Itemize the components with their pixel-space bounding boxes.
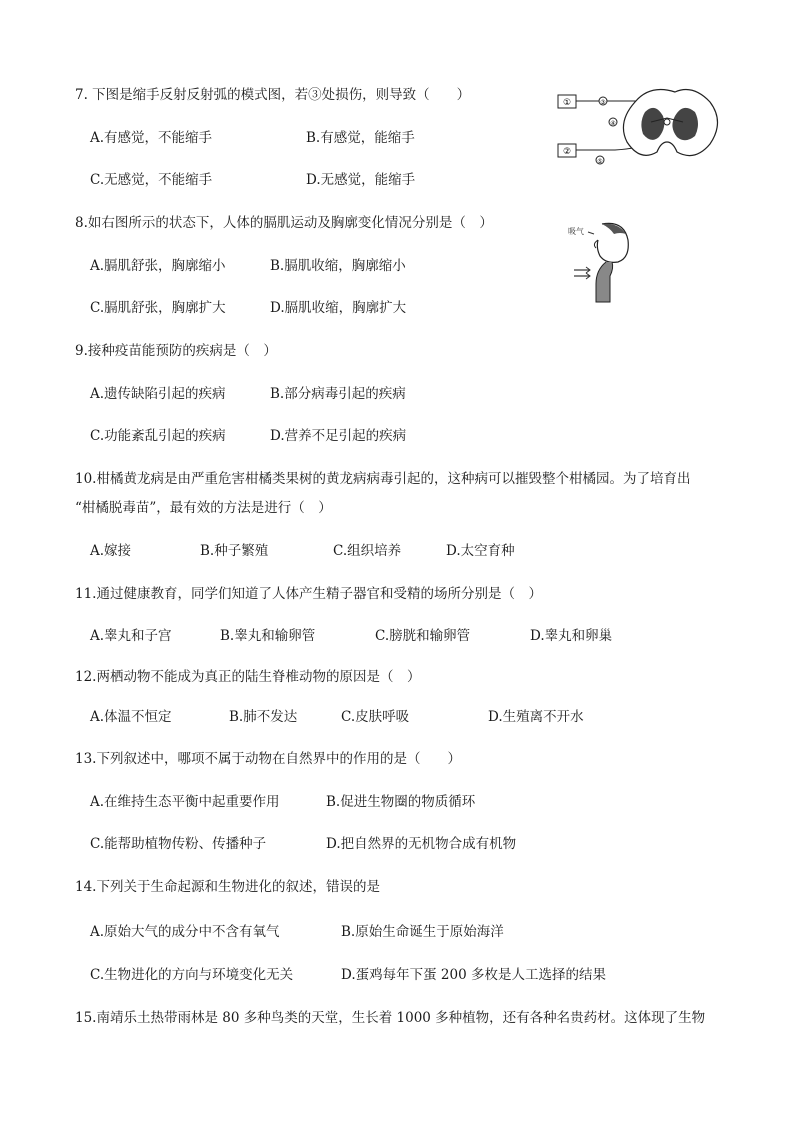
question-8-stem xyxy=(75,214,493,232)
question-9-stem xyxy=(75,342,277,360)
question-14-option-b: B.原始生命诞生于原始海洋 xyxy=(341,924,504,940)
reflex-arc-figure xyxy=(555,82,725,172)
question-10-option-c: C.组织培养 xyxy=(333,543,402,559)
question-text: 下图是缩手反射反射弧的模式图，若③处损伤，则导致（ ） xyxy=(87,87,471,103)
question-12-option-c: C.皮肤呼吸 xyxy=(341,709,410,725)
question-13-option-d: D.把自然界的无机物合成有机物 xyxy=(326,836,517,852)
question-text: 下列关于生命起源和生物进化的叙述，错误的是 xyxy=(96,879,380,895)
label-5: ⑤ xyxy=(597,158,603,165)
question-7-option-a: A.有感觉，不能缩手 xyxy=(90,130,213,146)
question-8-option-a: A.膈肌舒张，胸廓缩小 xyxy=(90,258,226,274)
question-number: 14. xyxy=(75,879,97,895)
question-7-option-c: C.无感觉，不能缩手 xyxy=(90,172,213,188)
question-9-option-d: D.营养不足引起的疾病 xyxy=(270,428,407,444)
label-4: ④ xyxy=(610,120,616,127)
question-13-option-a: A.在维持生态平衡中起重要作用 xyxy=(90,794,280,810)
question-number: 10. xyxy=(75,471,97,487)
question-12-option-d: D.生殖离不开水 xyxy=(488,709,584,725)
question-7-option-b: B.有感觉，能缩手 xyxy=(306,130,415,146)
question-12-stem xyxy=(75,668,420,686)
question-13-stem xyxy=(75,750,461,768)
question-text: 柑橘黄龙病是由严重危害柑橘类果树的黄龙病病毒引起的，这种病可以摧毁整个柑橘园。为了培育出 xyxy=(96,471,691,487)
question-14-option-a: A.原始大气的成分中不含有氧气 xyxy=(90,924,280,940)
inhale-label: 吸气 xyxy=(568,227,584,236)
question-text: 下列叙述中，哪项不属于动物在自然界中的作用的是（ ） xyxy=(96,751,461,767)
question-9-option-c: C.功能紊乱引起的疾病 xyxy=(90,428,226,444)
question-10-stem xyxy=(75,470,690,488)
question-11-option-a: A.睾丸和子宫 xyxy=(90,628,172,644)
question-number: 13. xyxy=(75,751,97,767)
question-11-option-d: D.睾丸和卵巢 xyxy=(530,628,613,644)
question-15-stem xyxy=(75,1009,705,1027)
question-14-option-c: C.生物进化的方向与环境变化无关 xyxy=(90,967,294,983)
question-text: 南靖乐土热带雨林是 80 多种鸟类的天堂，生长着 1000 多种植物，还有各种名贵药材。这体现了生物 xyxy=(96,1010,706,1026)
reflex-arc-diagram xyxy=(555,82,725,172)
question-text: 两栖动物不能成为真正的陆生脊椎动物的原因是（ ） xyxy=(96,669,421,685)
question-8-option-c: C.膈肌舒张，胸廓扩大 xyxy=(90,300,226,316)
question-number: 8. xyxy=(75,215,88,231)
question-11-stem xyxy=(75,585,542,603)
question-number: 7. xyxy=(75,87,88,103)
question-text: 接种疫苗能预防的疾病是（ ） xyxy=(87,343,277,359)
question-10-option-d: D.太空育种 xyxy=(446,543,515,559)
question-7-stem xyxy=(75,86,470,104)
question-number: 9. xyxy=(75,343,88,359)
question-11-option-c: C.膀胱和输卵管 xyxy=(375,628,471,644)
question-11-option-b: B.睾丸和输卵管 xyxy=(220,628,316,644)
question-number: 11. xyxy=(75,586,97,602)
question-10-option-b: B.种子繁殖 xyxy=(200,543,269,559)
question-number: 15. xyxy=(75,1010,97,1026)
label-3: ③ xyxy=(600,99,606,106)
question-12-option-a: A.体温不恒定 xyxy=(90,709,172,725)
question-text: 如右图所示的状态下，人体的膈肌运动及胸廓变化情况分别是（ ） xyxy=(87,215,493,231)
question-8-option-d: D.膈肌收缩，胸廓扩大 xyxy=(270,300,407,316)
question-number: 12. xyxy=(75,669,97,685)
question-13-option-b: B.促进生物圈的物质循环 xyxy=(326,794,476,810)
question-8-option-b: B.膈肌收缩，胸廓缩小 xyxy=(270,258,406,274)
label-1: ① xyxy=(562,98,572,108)
inhale-figure xyxy=(566,218,636,308)
person-breathing-illustration xyxy=(566,218,636,308)
question-9-option-b: B.部分病毒引起的疾病 xyxy=(270,386,406,402)
question-12-option-b: B.肺不发达 xyxy=(229,709,298,725)
question-13-option-c: C.能帮助植物传粉、传播种子 xyxy=(90,836,267,852)
label-2: ② xyxy=(562,147,572,157)
question-14-stem xyxy=(75,878,380,896)
question-7-option-d: D.无感觉，能缩手 xyxy=(306,172,416,188)
question-10-stem-continued: “柑橘脱毒苗”，最有效的方法是进行（ ） xyxy=(75,500,332,516)
question-10-option-a: A.嫁接 xyxy=(90,543,132,559)
question-9-option-a: A.遗传缺陷引起的疾病 xyxy=(90,386,226,402)
question-14-option-d: D.蛋鸡每年下蛋 200 多枚是人工选择的结果 xyxy=(341,967,606,983)
question-text: 通过健康教育，同学们知道了人体产生精子器官和受精的场所分别是（ ） xyxy=(96,586,542,602)
